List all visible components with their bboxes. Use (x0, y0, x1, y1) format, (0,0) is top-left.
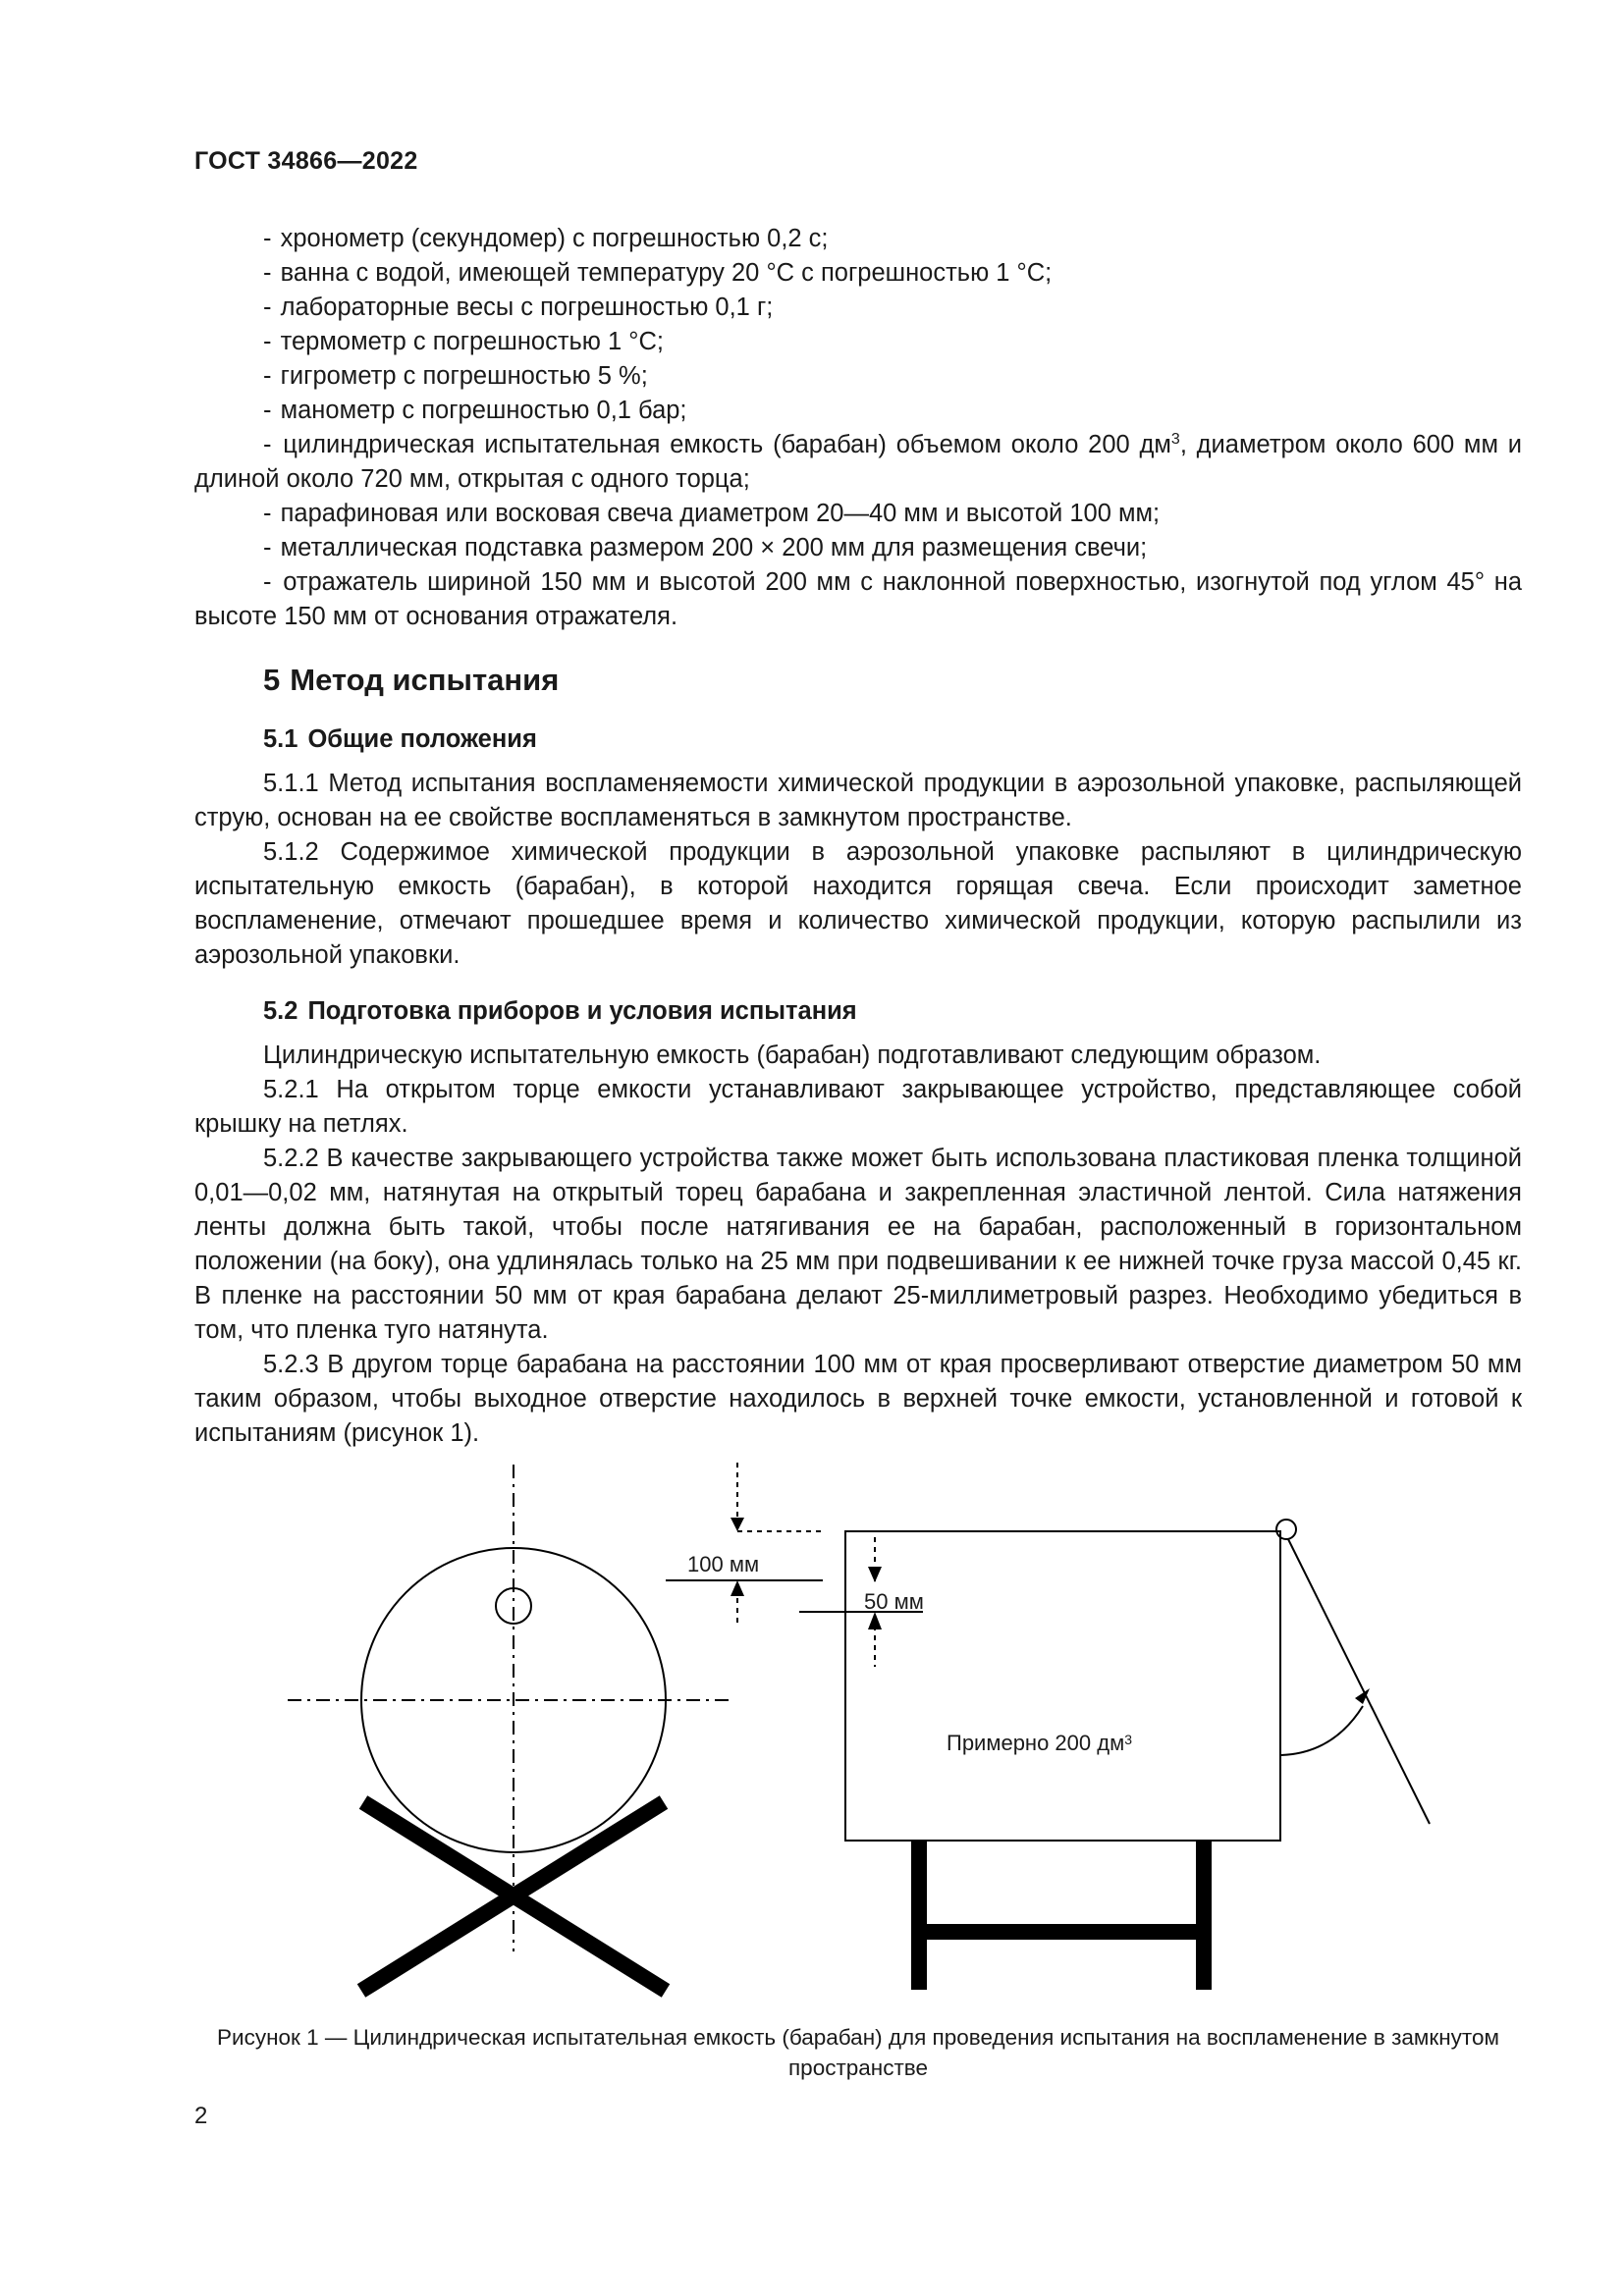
bullet: - (263, 500, 272, 527)
paragraph: 5.2.2 В качестве закрывающего устройства также может быть использована пластиковая пленка толщиной 0,01—0,02 мм, натянутая на открытый торец барабана и закрепленная эластичной лентой. Сила натяжения ленты должна быть такой, чтобы после натягивания ее на барабан, расположенный в горизонтальном положении (на боку), она удлинялась только на 25 мм при подвешивании к ее нижней точке груза массой 0,45 кг. В пленке на расстоянии 50 мм от края барабана делают 25-миллиметровый разрез. Необходимо убедиться в том, что пленка туго натянута. (194, 1145, 1522, 1344)
paragraph: Цилиндрическую испытательную емкость (барабан) подготавливают следующим образом. (263, 1041, 1322, 1069)
drum-body (845, 1531, 1280, 1841)
list-item: - лабораторные весы с погрешностью 0,1 г; (263, 294, 774, 321)
drum-side-view (845, 1520, 1430, 1841)
section-heading: 5 Метод испытания (263, 663, 560, 697)
paragraph: 5.1.2 Содержимое химической продукции в аэрозольной упаковке распыляют в цилиндрическую испытательную емкость (барабан), в которой находится горящая свеча. Если происходит заметное воспламенение, отмечают прошедшее время и количество химической продукции, которую распылили из аэрозольной упаковки. (194, 838, 1522, 969)
list-item: - гигрометр с погрешностью 5 %; (263, 362, 648, 390)
bullet: - (263, 328, 272, 355)
bullet: - (263, 534, 272, 561)
figure-drum-diagram (194, 1441, 1522, 2010)
list-item: - металлическая подставка размером 200 × 200 мм для размещения свечи; (263, 534, 1148, 561)
hinge (1276, 1520, 1296, 1539)
list-item: - отражатель шириной 150 мм и высотой 200 мм с наклонной поверхностью, изогнутой под углом 45° на высоте 150 мм от основания отражателя. (194, 568, 1522, 630)
page-content (194, 222, 1522, 1451)
bullet: - (263, 397, 272, 424)
drum-legs (911, 1841, 1212, 1990)
list-item: - цилиндрическая испытательная емкость (барабан) объемом около 200 $дм^3$, диаметром около 600 мм и длиной около 720 мм, открытая с одного торца; (194, 431, 1522, 493)
bullet: - (263, 225, 272, 252)
bullet: - (263, 568, 272, 596)
equipment-list (194, 222, 1522, 428)
figure-caption: Рисунок 1 — Цилиндрическая испытательная емкость (барабан) для проведения испытания на воспламенение в замкнутом пространстве (217, 2025, 1499, 2080)
paragraph: 5.2.1 На открытом торце емкости устанавливают закрывающее устройство, представляющее собой крышку на петлях. (194, 1076, 1522, 1138)
cross-stand (361, 1802, 666, 1991)
drum-end-view (288, 1465, 734, 1951)
list-item: - манометр с погрешностью 0,1 бар; (263, 397, 687, 424)
document-code: ГОСТ 34866—2022 (194, 147, 418, 175)
page-number: 2 (194, 2103, 208, 2129)
equipment-list (194, 497, 1522, 634)
lid (1288, 1539, 1430, 1824)
bullet: - (263, 294, 272, 321)
opening-arc (1281, 1706, 1363, 1755)
subsection-heading: 5.2 Подготовка приборов и условия испытания (263, 997, 857, 1025)
label-100mm: 100 мм (687, 1552, 760, 1576)
dimension-100 (666, 1463, 823, 1628)
subsection-heading: 5.1 Общие положения (263, 725, 537, 753)
list-item: - термометр с погрешностью 1 °С; (263, 328, 664, 355)
bullet: - (263, 431, 272, 458)
label-50mm: 50 мм (864, 1589, 924, 1614)
paragraph: 5.1.1 Метод испытания воспламеняемости химической продукции в аэрозольной упаковке, распыляющей струю, основан на ее свойстве воспламеняться в замкнутом пространстве. (194, 770, 1522, 831)
list-item: - хронометр (секундомер) с погрешностью 0,2 с; (263, 225, 829, 252)
bullet: - (263, 362, 272, 390)
drum-diagram (194, 1441, 1522, 2010)
list-item: - парафиновая или восковая свеча диаметром 20—40 мм и высотой 100 мм; (263, 500, 1161, 527)
list-item: - ванна с водой, имеющей температуру 20 °С с погрешностью 1 °С; (263, 259, 1053, 287)
arc-arrowhead (1355, 1688, 1370, 1704)
label-volume: Примерно 200 $дм^3$ (947, 1731, 1133, 1755)
paragraph: 5.2.3 В другом торце барабана на расстоянии 100 мм от края просверливают отверстие диаметром 50 мм таким образом, чтобы выходное отверстие находилось в верхней точке емкости, установленной и готовой к испытаниям (рисунок 1). (194, 1351, 1522, 1447)
bullet: - (263, 259, 272, 287)
